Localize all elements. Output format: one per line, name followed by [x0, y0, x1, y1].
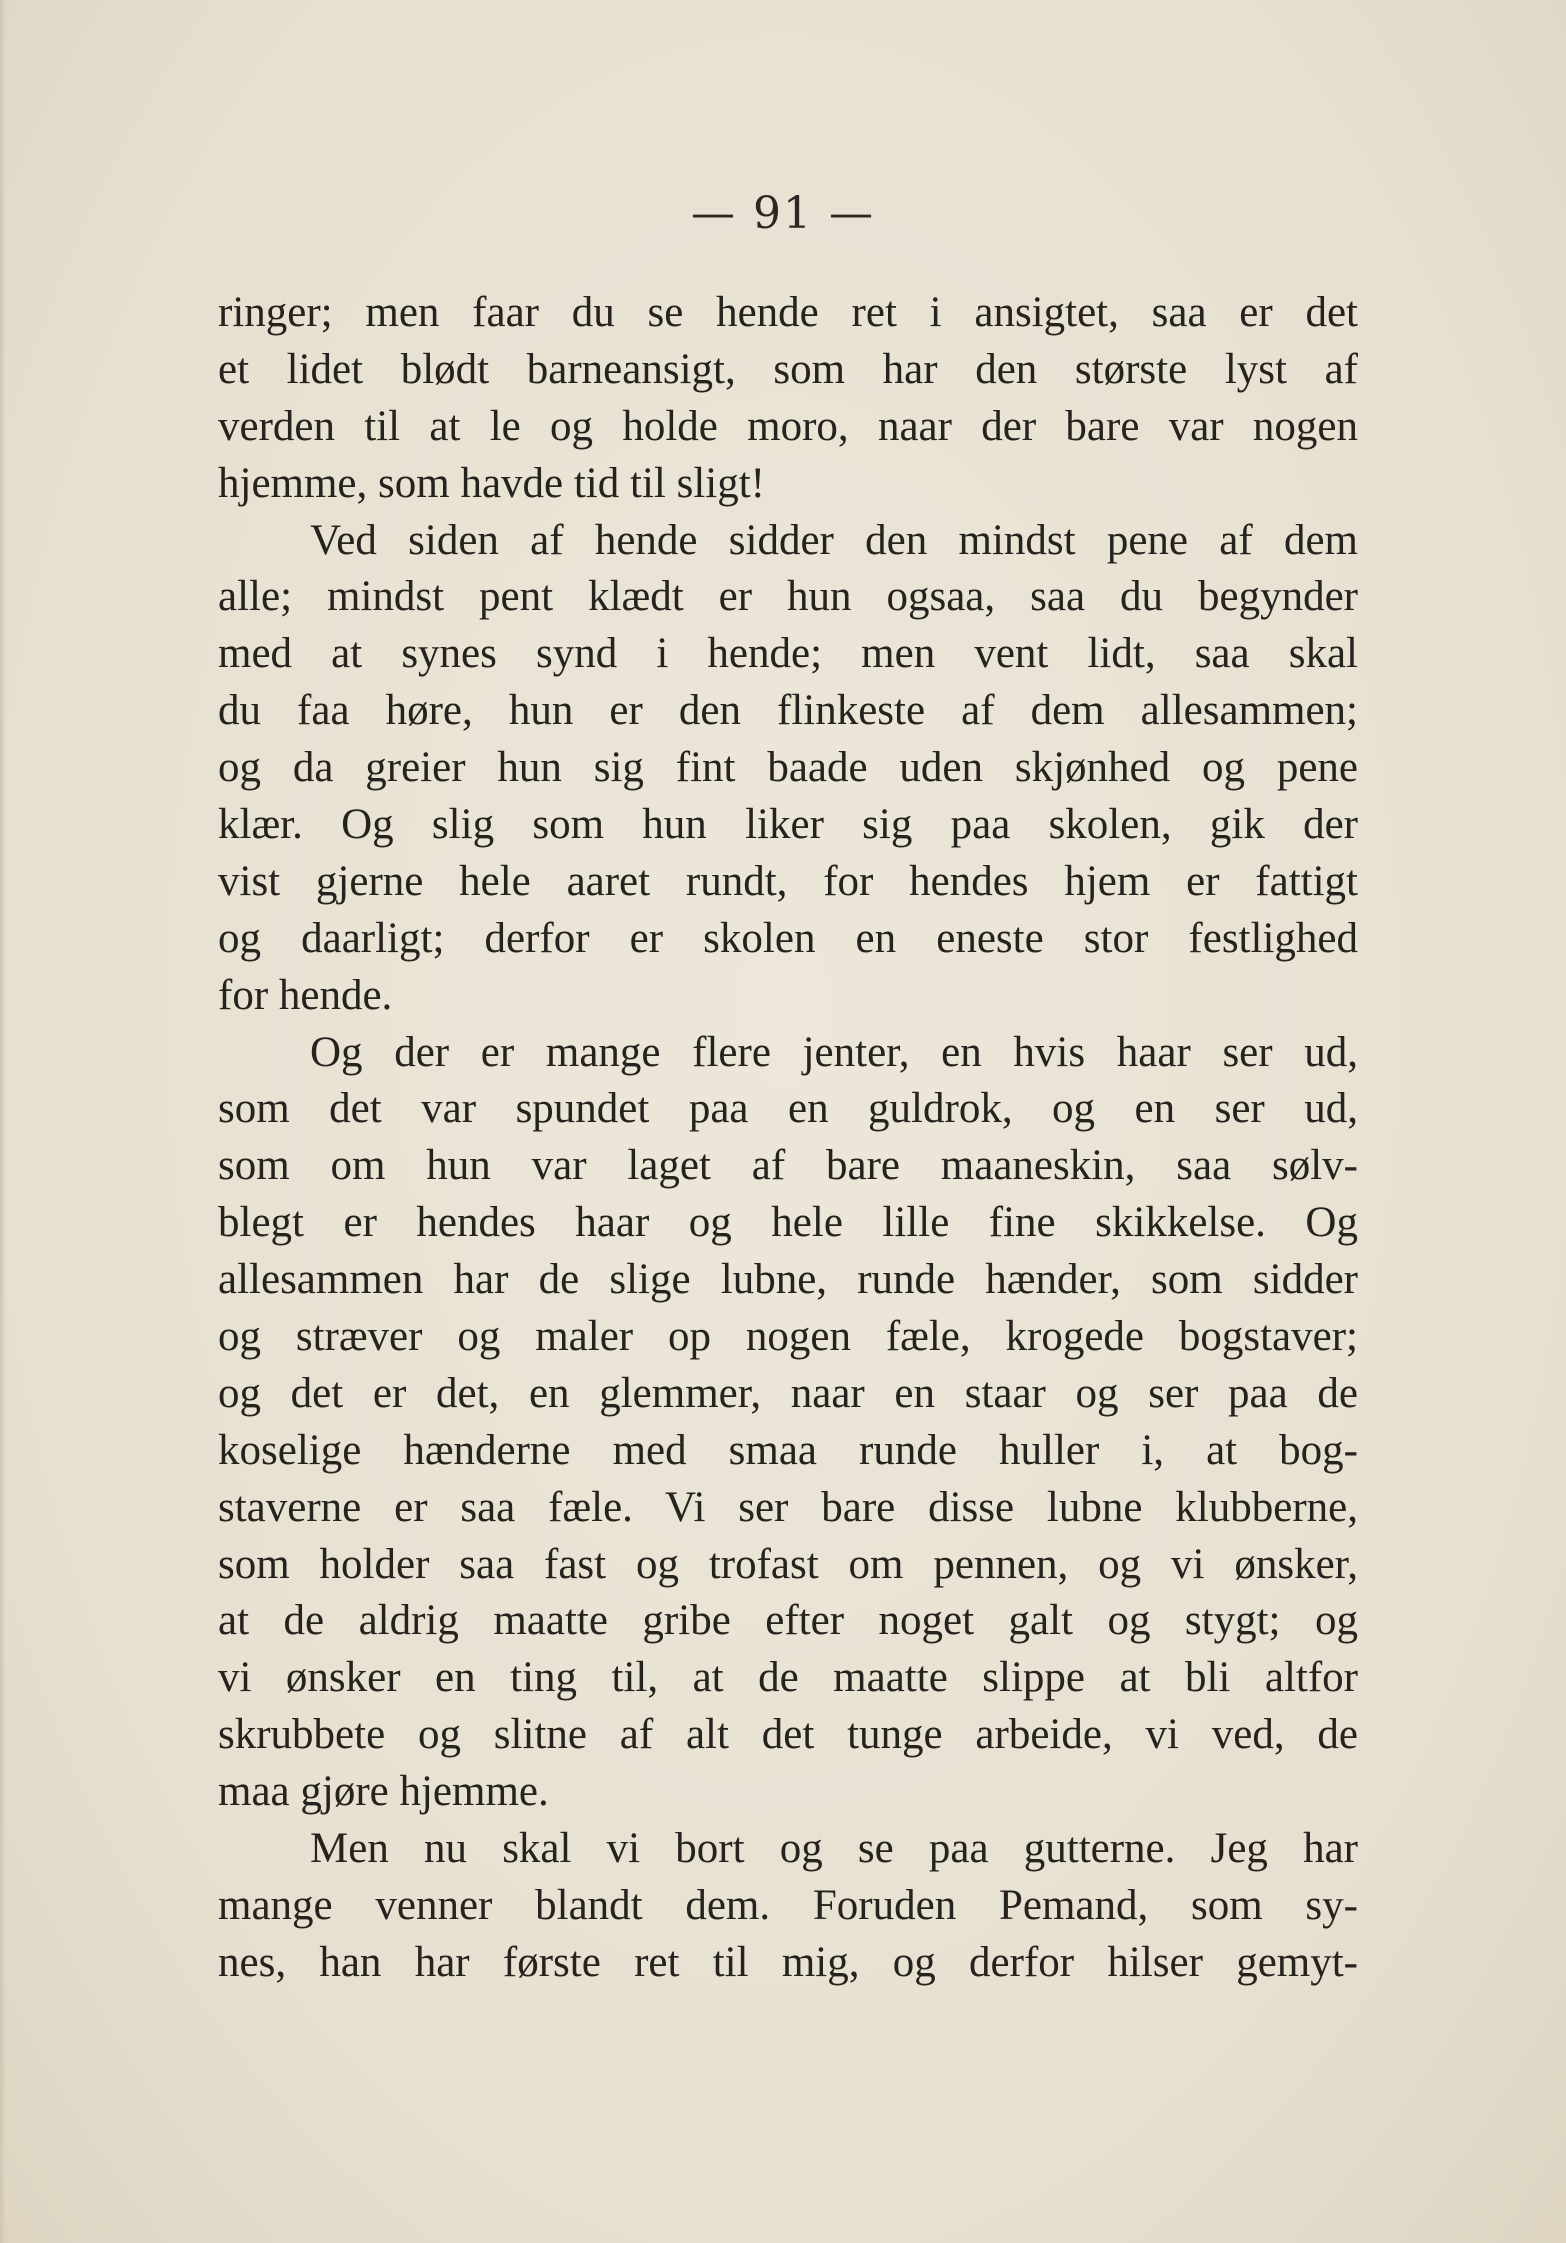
paragraph: [218, 1821, 1358, 1992]
text-line: med at synes synd i hende; men vent lidt, saa skal: [218, 630, 1358, 678]
text-line: som holder saa fast og trofast om pennen, og vi ønsker,: [218, 1540, 1358, 1588]
text-line: blegt er hendes haar og hele lille fine skikkelse. Og: [218, 1199, 1358, 1247]
text-line: ringer; men faar du se hende ret i ansigtet, saa er det: [218, 289, 1358, 336]
text-line: for hende.: [218, 971, 393, 1019]
text-line: Men nu skal vi bort og se paa gutterne. Jeg har: [310, 1825, 1358, 1873]
text-line: skrubbete og slitne af alt det tunge arbeide, vi ved, de: [218, 1711, 1358, 1759]
page-binding-edge: [0, 0, 6, 2243]
text-line: og daarligt; derfor er skolen en eneste stor festlighed: [218, 914, 1358, 962]
text-line: og det er det, en glemmer, naar en staar og ser paa de: [218, 1369, 1358, 1417]
text-line: Og der er mange flere jenter, en hvis haar ser ud,: [310, 1028, 1358, 1076]
text-line: du faa høre, hun er den flinkeste af dem allesammen;: [218, 687, 1358, 735]
text-line: maa gjøre hjemme.: [218, 1768, 549, 1816]
text-line: koselige hænderne med smaa runde huller i, at bog-: [218, 1426, 1358, 1474]
text-line: Ved siden af hende sidder den mindst pene af dem: [310, 516, 1358, 564]
text-line: nes, han har første ret til mig, og derfor hilser gemyt-: [218, 1938, 1358, 1986]
paragraph: [218, 1025, 1358, 1821]
text-line: vi ønsker en ting til, at de maatte slippe at bli altfor: [218, 1654, 1358, 1702]
paragraph: [218, 513, 1358, 1025]
text-line: som om hun var laget af bare maaneskin, saa sølv-: [218, 1142, 1358, 1190]
text-line: staverne er saa fæle. Vi ser bare disse lubne klubberne,: [218, 1483, 1358, 1531]
paragraph: [218, 285, 1358, 513]
text-line: at de aldrig maatte gribe efter noget galt og stygt; og: [218, 1597, 1358, 1645]
text-line: hjemme, som havde tid til sligt!: [218, 459, 765, 507]
text-line: alle; mindst pent klædt er hun ogsaa, saa du begynder: [218, 573, 1358, 621]
text-line: og stræver og maler op nogen fæle, krogede bogstaver;: [218, 1313, 1358, 1361]
body-text: [218, 285, 1358, 1992]
text-line: allesammen har de slige lubne, runde hænder, som sidder: [218, 1256, 1358, 1304]
text-line: vist gjerne hele aaret rundt, for hendes hjem er fattigt: [218, 857, 1358, 905]
text-line: mange venner blandt dem. Foruden Pemand, som sy-: [218, 1881, 1358, 1929]
text-line: klær. Og slig som hun liker sig paa skolen, gik der: [218, 801, 1358, 849]
text-line: som det var spundet paa en guldrok, og en ser ud,: [218, 1085, 1358, 1133]
page-number: — 91 —: [691, 188, 875, 239]
text-line: og da greier hun sig fint baade uden skjønhed og pene: [218, 744, 1358, 792]
text-line: et lidet blødt barneansigt, som har den største lyst af: [218, 345, 1358, 393]
text-line: verden til at le og holde moro, naar der bare var nogen: [218, 402, 1358, 450]
